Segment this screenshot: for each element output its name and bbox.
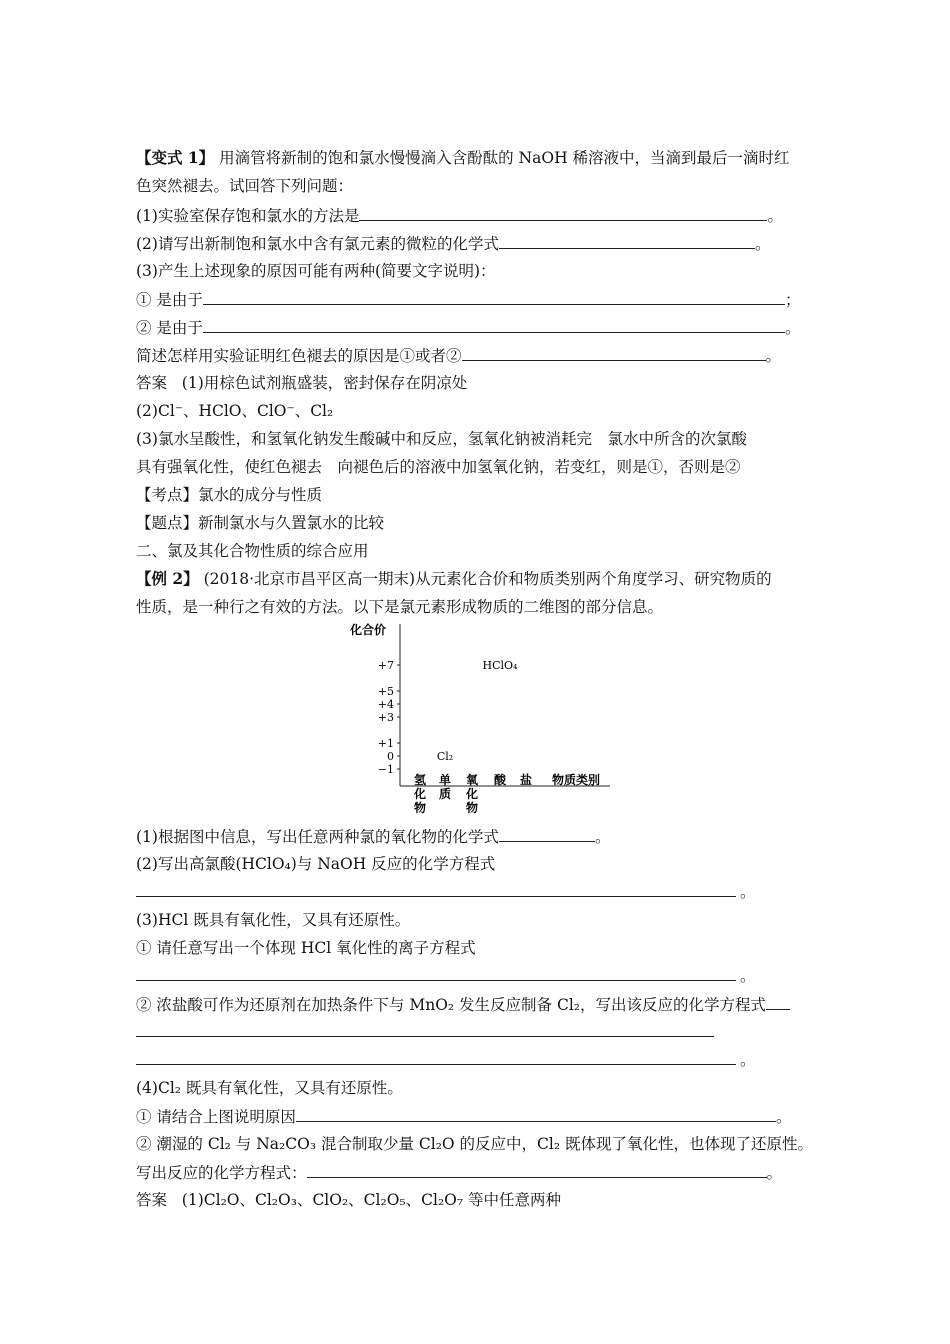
x-category-label: 单 — [438, 773, 452, 787]
y-tick-label: +7 — [377, 659, 394, 672]
section-heading: 二、氯及其化合物性质的综合应用 — [136, 542, 369, 560]
x-category-label: 物 — [413, 801, 427, 815]
example2-q4: (4)Cl₂ 既具有氧化性，又具有还原性。 — [136, 1079, 403, 1097]
y-tick-label: +3 — [377, 711, 394, 724]
variant1-tag: 【变式 1】 — [136, 148, 215, 167]
answer-line[interactable] — [136, 1064, 736, 1065]
answer-line[interactable] — [136, 980, 736, 981]
x-category-label: 化 — [465, 787, 479, 801]
period: 。 — [754, 235, 771, 253]
variant1-answer-2: (2)Cl⁻、HClO、ClO⁻、Cl₂ — [136, 402, 334, 420]
x-category-label: 酸 — [493, 773, 507, 787]
example2-stem-a: (2018·北京市昌平区高一期末)从元素化合价和物质类别两个角度学习、研究物质的 — [203, 570, 772, 588]
period: 。 — [766, 1164, 783, 1182]
answer-line[interactable] — [136, 896, 736, 897]
y-axis-label: 化合价 — [350, 623, 387, 637]
example2-q3-2 — [136, 994, 790, 1015]
example2-q3-1: ① 请任意写出一个体现 HCl 氧化性的离子方程式 — [136, 939, 476, 957]
answer-blank[interactable] — [462, 345, 766, 361]
period: 。 — [740, 1051, 756, 1069]
example2-q1 — [136, 826, 610, 847]
semicolon: ； — [784, 291, 801, 309]
variant1-q4-text: 简述怎样用实验证明红色褪去的原因是①或者② — [136, 347, 462, 365]
variant1-r2 — [136, 317, 800, 338]
period: 。 — [765, 347, 782, 365]
example2-q4-3 — [136, 1162, 782, 1183]
example2-a1: (1)Cl₂O、Cl₂O₃、ClO₂、Cl₂O₅、Cl₂O₇ 等中任意两种 — [181, 1191, 562, 1209]
period: 。 — [775, 1108, 792, 1126]
variant1-a1: (1)用棕色试剂瓶盛装，密封保存在阴凉处 — [181, 374, 468, 392]
kaodian: 【考点】氯水的成分与性质 — [136, 486, 323, 504]
x-category-group — [413, 772, 532, 815]
variant1-stem-a: 用滴管将新制的饱和氯水慢慢滴入含酚酞的 NaOH 稀溶液中，当滴到最后一滴时红 — [219, 149, 790, 167]
answer-blank[interactable] — [499, 233, 755, 249]
answer-blank[interactable] — [766, 994, 790, 1010]
y-tick-label: +5 — [377, 685, 394, 698]
variant1-q4 — [136, 345, 781, 366]
valence-class-chart — [340, 618, 620, 818]
answer-blank[interactable] — [307, 1162, 767, 1178]
variant1-answer-3b: 具有强氧化性，使红色褪去 向褪色后的溶液中加氢氧化钠，若变红，则是①，否则是② — [136, 458, 741, 476]
example2-tag: 【例 2】 — [136, 569, 199, 588]
example2-q4-3-text: 写出反应的化学方程式： — [136, 1164, 307, 1182]
period: 。 — [767, 207, 783, 225]
y-tick-group — [378, 659, 400, 776]
example2-q2: (2)写出高氯酸(HClO₄)与 NaOH 反应的化学方程式 — [136, 855, 496, 873]
answer-blank[interactable] — [296, 1106, 776, 1122]
variant1-q1 — [136, 205, 783, 226]
variant1-stem-line1 — [136, 148, 790, 168]
y-tick-label: 0 — [387, 750, 394, 763]
y-tick-label: +4 — [377, 698, 394, 711]
x-category-label: 氧 — [465, 773, 479, 787]
variant1-answer-3a: (3)氯水呈酸性，和氢氧化钠发生酸碱中和反应，氢氧化钠被消耗完 氯水中所含的次氯酸 — [136, 430, 747, 448]
x-category-label: 化 — [413, 787, 427, 801]
x-category-label: 质 — [438, 787, 452, 801]
data-point-label: Cl₂ — [436, 750, 454, 763]
example2-q4-2: ② 潮湿的 Cl₂ 与 Na₂CO₃ 混合制取少量 Cl₂O 的反应中，Cl₂ 既体现了氧化性，也体现了还原性。 — [136, 1135, 814, 1153]
example2-q1-text: (1)根据图中信息，写出任意两种氯的氧化物的化学式 — [136, 828, 499, 846]
y-tick-label: −1 — [377, 763, 394, 776]
period: 。 — [740, 883, 756, 901]
example2-q3-2-text: ② 浓盐酸可作为还原剂在加热条件下与 MnO₂ 发生反应制备 Cl₂，写出该反应的化学方程式 — [136, 996, 767, 1014]
variant1-r1 — [136, 289, 800, 310]
answer-line[interactable] — [136, 1036, 714, 1037]
example2-q3: (3)HCl 既具有氧化性，又具有还原性。 — [136, 911, 411, 929]
answer-label: 答案 — [136, 374, 168, 392]
example2-q4-1 — [136, 1106, 791, 1127]
variant1-answer-1 — [136, 373, 467, 393]
x-axis-label: 物质类别 — [552, 773, 601, 787]
answer-blank[interactable] — [203, 289, 785, 305]
example2-stem-line1 — [136, 569, 772, 589]
x-category-label: 盐 — [519, 773, 533, 787]
point-group — [437, 659, 518, 763]
answer-blank[interactable] — [203, 317, 785, 333]
variant1-stem-line2: 色突然褪去。试回答下列问题： — [136, 177, 354, 195]
answer-label: 答案 — [136, 1191, 168, 1209]
period: 。 — [784, 319, 801, 337]
example2-answer-1 — [136, 1190, 561, 1210]
answer-blank[interactable] — [359, 205, 767, 221]
tidian: 【题点】新制氯水与久置氯水的比较 — [136, 514, 385, 532]
variant1-r2-text: ② 是由于 — [136, 319, 203, 337]
variant1-q1-text: (1)实验室保存饱和氯水的方法是 — [136, 207, 360, 225]
x-category-label: 氢 — [413, 773, 427, 787]
example2-q4-1-text: ① 请结合上图说明原因 — [136, 1108, 296, 1126]
period: 。 — [740, 967, 756, 985]
example2-stem-line2: 性质，是一种行之有效的方法。以下是氯元素形成物质的二维图的部分信息。 — [136, 598, 664, 616]
data-point-label: HClO₄ — [482, 659, 518, 672]
variant1-q2-text: (2)请写出新制饱和氯水中含有氯元素的微粒的化学式 — [136, 235, 499, 253]
answer-blank[interactable] — [499, 826, 595, 842]
variant1-q3: (3)产生上述现象的原因可能有两种(简要文字说明)： — [136, 262, 496, 280]
variant1-q2 — [136, 233, 770, 254]
y-tick-label: +1 — [377, 737, 394, 750]
period: 。 — [594, 828, 611, 846]
x-category-label: 物 — [465, 801, 479, 815]
variant1-r1-text: ① 是由于 — [136, 291, 203, 309]
